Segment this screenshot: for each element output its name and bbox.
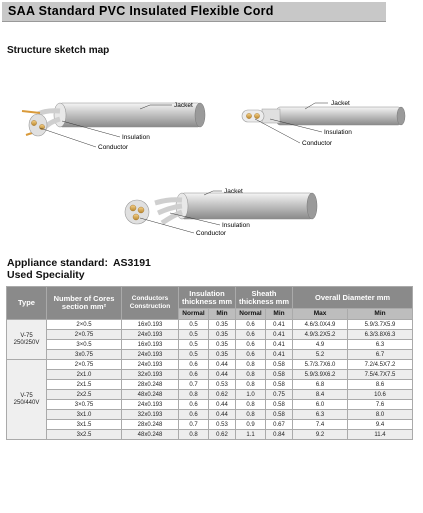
structure-diagram — [0, 55, 423, 245]
cell-dia-max: 6.8 — [293, 380, 348, 390]
cell-ins-min: 0.44 — [209, 410, 236, 420]
spec-table — [6, 286, 413, 440]
cell-ins-normal: 0.7 — [179, 380, 209, 390]
subheader-sh-min: Min — [266, 309, 293, 320]
cell-ins-normal: 0.6 — [179, 410, 209, 420]
cell-sh-min: 0.58 — [266, 370, 293, 380]
cell-ins-normal: 0.5 — [179, 340, 209, 350]
cell-dia-max: 6.0 — [293, 400, 348, 410]
table-row — [7, 410, 413, 420]
cell-ins-normal: 0.7 — [179, 420, 209, 430]
cell-dia-min: 6.7 — [348, 350, 413, 360]
cell-dia-min: 7.6 — [348, 400, 413, 410]
cell-cores: 3x1.0 — [47, 410, 122, 420]
cell-type: V-75 250/440V — [7, 360, 47, 440]
cell-sh-min: 0.84 — [266, 430, 293, 440]
flat-2-core-cord — [242, 107, 405, 125]
appliance-standard-label: Appliance standard: — [7, 257, 108, 269]
header-diameter: Overall Diameter mm — [293, 287, 413, 309]
cell-dia-max: 6.3 — [293, 410, 348, 420]
label-jacket-2: Jacket — [331, 100, 350, 107]
cell-dia-max: 5.9/3.9X6.2 — [293, 370, 348, 380]
header-type: Type — [7, 287, 47, 320]
cell-ins-min: 0.62 — [209, 390, 236, 400]
cell-sh-normal: 1.0 — [236, 390, 266, 400]
cell-construction: 28x0.248 — [122, 380, 179, 390]
cell-sh-normal: 0.6 — [236, 350, 266, 360]
label-insulation-3: Insulation — [222, 222, 250, 229]
cell-ins-min: 0.53 — [209, 380, 236, 390]
table-body — [7, 320, 413, 440]
cell-dia-max: 4.9 — [293, 340, 348, 350]
cell-sh-min: 0.41 — [266, 330, 293, 340]
header-sheath: Sheath thickness mm — [236, 287, 293, 309]
table-row — [7, 430, 413, 440]
label-insulation-2: Insulation — [324, 129, 352, 136]
cell-ins-normal: 0.5 — [179, 330, 209, 340]
cell-cores: 2×0.75 — [47, 360, 122, 370]
subheader-sh-normal: Normal — [236, 309, 266, 320]
subheader-dia-min: Min — [348, 309, 413, 320]
page-title: SAA Standard PVC Insulated Flexible Cord — [8, 4, 274, 18]
cell-dia-min: 6.3 — [348, 340, 413, 350]
cell-sh-normal: 1.1 — [236, 430, 266, 440]
cell-dia-max: 5.7/3.7X6.0 — [293, 360, 348, 370]
cell-dia-min: 8.0 — [348, 410, 413, 420]
cell-sh-normal: 0.8 — [236, 400, 266, 410]
cell-ins-normal: 0.5 — [179, 350, 209, 360]
cell-ins-min: 0.62 — [209, 430, 236, 440]
header-insulation: Insulation thickness mm — [179, 287, 236, 309]
cell-sh-normal: 0.6 — [236, 320, 266, 330]
cell-dia-max: 9.2 — [293, 430, 348, 440]
used-speciality: Used Speciality — [7, 269, 85, 281]
cell-ins-normal: 0.8 — [179, 430, 209, 440]
cell-construction: 24x0.193 — [122, 400, 179, 410]
cell-sh-normal: 0.8 — [236, 360, 266, 370]
cell-sh-min: 0.41 — [266, 320, 293, 330]
appliance-standard-value: AS3191 — [112, 257, 151, 269]
cell-ins-normal: 0.6 — [179, 360, 209, 370]
cell-ins-normal: 0.6 — [179, 400, 209, 410]
cell-construction: 48x0.248 — [122, 430, 179, 440]
label-insulation: Insulation — [122, 134, 150, 141]
cell-dia-max: 5.2 — [293, 350, 348, 360]
cell-ins-min: 0.35 — [209, 350, 236, 360]
cell-construction: 24x0.193 — [122, 330, 179, 340]
cell-cores: 3x2.5 — [47, 430, 122, 440]
cell-sh-min: 0.67 — [266, 420, 293, 430]
cell-construction: 16x0.193 — [122, 320, 179, 330]
cell-dia-min: 10.6 — [348, 390, 413, 400]
cell-ins-min: 0.35 — [209, 340, 236, 350]
cell-dia-min: 7.2/4.5X7.2 — [348, 360, 413, 370]
cell-sh-normal: 0.6 — [236, 330, 266, 340]
title-bar — [2, 2, 386, 22]
cell-dia-min: 9.4 — [348, 420, 413, 430]
cell-dia-min: 8.6 — [348, 380, 413, 390]
label-conductor: Conductor — [98, 144, 128, 151]
subheader-ins-normal: Normal — [179, 309, 209, 320]
cell-ins-min: 0.44 — [209, 400, 236, 410]
table-row — [7, 390, 413, 400]
cell-construction: 32x0.193 — [122, 370, 179, 380]
cell-construction: 48x0.248 — [122, 390, 179, 400]
cell-construction: 16x0.193 — [122, 340, 179, 350]
cell-dia-min: 7.5/4.7X7.5 — [348, 370, 413, 380]
table-row — [7, 360, 413, 370]
cell-sh-min: 0.58 — [266, 410, 293, 420]
cell-dia-min: 5.9/3.7X5.9 — [348, 320, 413, 330]
cell-sh-normal: 0.8 — [236, 410, 266, 420]
cell-ins-min: 0.35 — [209, 320, 236, 330]
cell-sh-min: 0.41 — [266, 350, 293, 360]
cell-cores: 3x0.75 — [47, 350, 122, 360]
cell-sh-min: 0.58 — [266, 380, 293, 390]
cell-sh-min: 0.75 — [266, 390, 293, 400]
cell-sh-min: 0.58 — [266, 400, 293, 410]
table-row — [7, 320, 413, 330]
cell-dia-max: 4.9/3.2X5.2 — [293, 330, 348, 340]
cell-ins-min: 0.44 — [209, 370, 236, 380]
table-row — [7, 400, 413, 410]
cell-construction: 24x0.193 — [122, 360, 179, 370]
label-conductor-3: Conductor — [196, 230, 226, 237]
cell-sh-min: 0.41 — [266, 340, 293, 350]
header-construction: Conductors Construction — [122, 287, 179, 320]
cell-construction: 28x0.248 — [122, 420, 179, 430]
cell-ins-min: 0.35 — [209, 330, 236, 340]
cell-ins-min: 0.53 — [209, 420, 236, 430]
structure-heading: Structure sketch map — [7, 45, 110, 56]
table-row — [7, 350, 413, 360]
cell-ins-min: 0.44 — [209, 360, 236, 370]
table-row — [7, 420, 413, 430]
subheader-ins-min: Min — [209, 309, 236, 320]
cell-ins-normal: 0.6 — [179, 370, 209, 380]
cell-cores: 3×0.75 — [47, 400, 122, 410]
header-cores: Number of Cores section mm² — [47, 287, 122, 320]
appliance-standard — [7, 257, 151, 269]
cell-cores: 3x1.5 — [47, 420, 122, 430]
cell-sh-normal: 0.8 — [236, 380, 266, 390]
cell-cores: 2x2.5 — [47, 390, 122, 400]
table-row — [7, 330, 413, 340]
subheader-dia-max: Max — [293, 309, 348, 320]
cell-cores: 2x1.5 — [47, 380, 122, 390]
cell-sh-normal: 0.9 — [236, 420, 266, 430]
cell-cores: 3×0.5 — [47, 340, 122, 350]
cell-dia-max: 8.4 — [293, 390, 348, 400]
cell-sh-normal: 0.6 — [236, 340, 266, 350]
cell-dia-min: 11.4 — [348, 430, 413, 440]
table-header-row — [7, 287, 413, 309]
label-jacket-3: Jacket — [224, 188, 243, 195]
cell-sh-normal: 0.8 — [236, 370, 266, 380]
label-jacket: Jacket — [174, 102, 193, 109]
table-row — [7, 340, 413, 350]
table-row — [7, 370, 413, 380]
cell-dia-max: 4.6/3.0X4.9 — [293, 320, 348, 330]
cell-cores: 2×0.5 — [47, 320, 122, 330]
label-conductor-2: Conductor — [302, 140, 332, 147]
cell-dia-max: 7.4 — [293, 420, 348, 430]
cell-sh-min: 0.58 — [266, 360, 293, 370]
cell-construction: 24x0.193 — [122, 350, 179, 360]
cell-type: V-75 250/250V — [7, 320, 47, 360]
cell-ins-normal: 0.8 — [179, 390, 209, 400]
cell-dia-min: 6.3/3.8X6.3 — [348, 330, 413, 340]
cell-ins-normal: 0.5 — [179, 320, 209, 330]
cell-cores: 2x1.0 — [47, 370, 122, 380]
table-row — [7, 380, 413, 390]
cell-cores: 2×0.75 — [47, 330, 122, 340]
cell-construction: 32x0.193 — [122, 410, 179, 420]
round-3-core-cord — [125, 193, 317, 224]
